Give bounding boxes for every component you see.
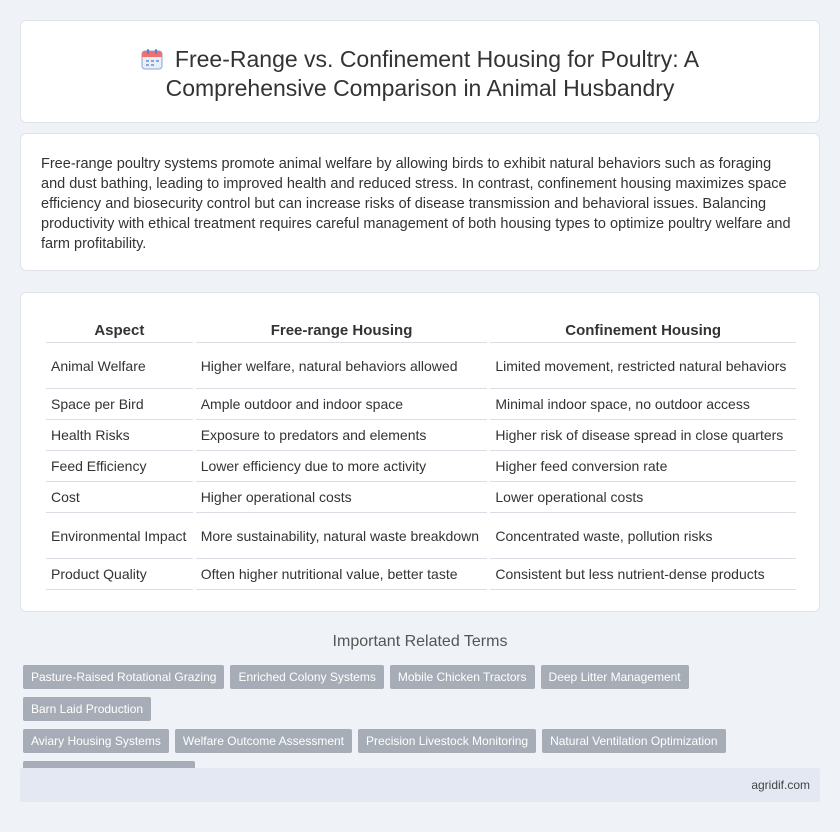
page-title [21,45,819,103]
table-cell: Higher feed conversion rate [490,451,796,482]
table-row [46,482,796,513]
related-term-tag[interactable]: Welfare Outcome Assessment [175,729,352,753]
comparison-card [20,292,820,612]
table-cell: Animal Welfare [46,343,193,389]
related-terms-heading: Important Related Terms [332,633,508,650]
footer-site-link[interactable]: agridif.com [751,778,810,792]
calendar-icon [141,48,163,70]
table-row [46,420,796,451]
related-term-tag[interactable]: Barn Laid Production [23,697,151,721]
related-term-tag[interactable]: Enriched Colony Systems [230,665,383,689]
footer [20,768,820,802]
related-term-tag[interactable]: Natural Ventilation Optimization [542,729,725,753]
intro-card [20,133,820,271]
table-cell: Limited movement, restricted natural behaviors [490,343,796,389]
table-cell: Exposure to predators and elements [196,420,488,451]
header-aspect: Aspect [46,313,193,343]
table-cell: Higher operational costs [196,482,488,513]
header-free-range: Free-range Housing [196,313,488,343]
comparison-table [43,313,799,590]
related-term-tag[interactable]: Aviary Housing Systems [23,729,169,753]
table-cell: Ample outdoor and indoor space [196,389,488,420]
table-header-row [46,313,796,343]
table-cell: Health Risks [46,420,193,451]
table-cell: Concentrated waste, pollution risks [490,513,796,559]
table-cell: Higher risk of disease spread in close quarters [490,420,796,451]
table-cell: Space per Bird [46,389,193,420]
table-row [46,451,796,482]
table-cell: More sustainability, natural waste breakdown [196,513,488,559]
table-cell: Cost [46,482,193,513]
table-cell: Product Quality [46,559,193,590]
table-row [46,343,796,389]
related-term-tag[interactable]: Pasture-Raised Rotational Grazing [23,665,224,689]
table-cell: Consistent but less nutrient-dense products [490,559,796,590]
page-title-text: Free-Range vs. Confinement Housing for Poultry: A Comprehensive Comparison in Animal Husbandry [165,46,700,101]
table-cell: Higher welfare, natural behaviors allowed [196,343,488,389]
table-row [46,389,796,420]
title-card [20,20,820,123]
related-term-tag[interactable]: Deep Litter Management [541,665,689,689]
table-cell: Often higher nutritional value, better taste [196,559,488,590]
related-term-tag[interactable]: Precision Livestock Monitoring [358,729,536,753]
table-cell: Feed Efficiency [46,451,193,482]
table-cell: Environmental Impact [46,513,193,559]
related-term-tag[interactable]: Mobile Chicken Tractors [390,665,535,689]
intro-paragraph: Free-range poultry systems promote animal welfare by allowing birds to exhibit natural behaviors such as foraging and dust bathing, leading to improved health and reduced stress. In contrast, confinement housing maximizes space efficiency and biosecurity control but can increase risks of disease transmission and behavioral issues. Balancing productivity with ethical treatment requires careful management of both housing types to optimize poultry welfare and farm profitability. [41,156,791,252]
table-cell: Lower efficiency due to more activity [196,451,488,482]
table-row [46,513,796,559]
header-confinement: Confinement Housing [490,313,796,343]
table-cell: Minimal indoor space, no outdoor access [490,389,796,420]
table-cell: Lower operational costs [490,482,796,513]
table-row [46,559,796,590]
